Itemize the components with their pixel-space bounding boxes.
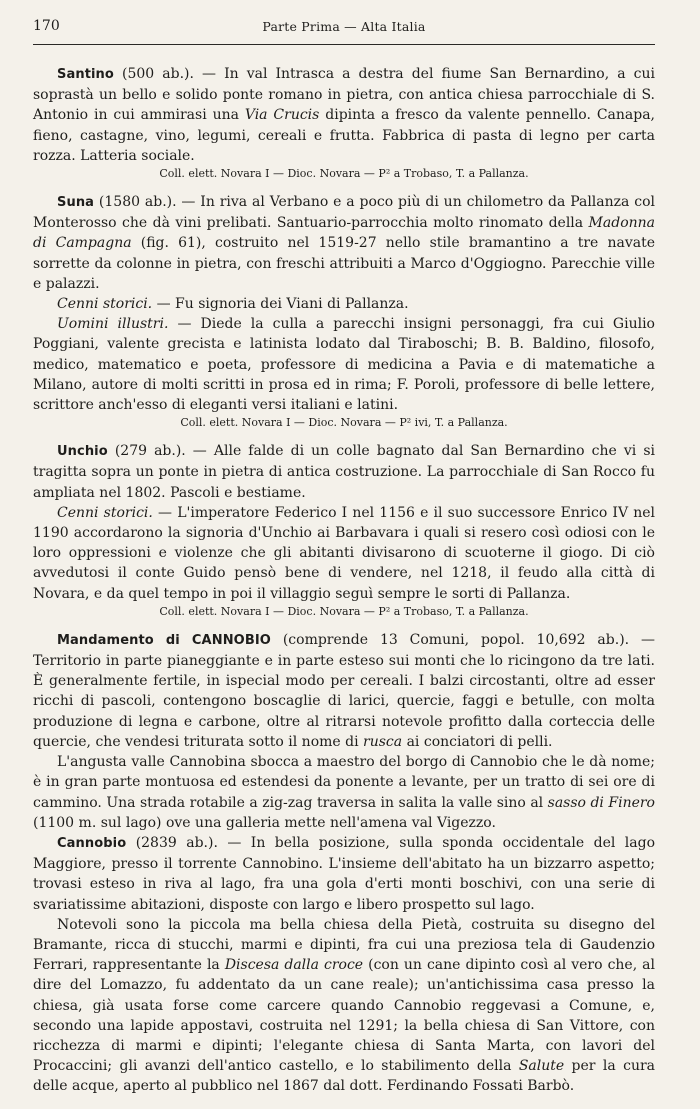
entry-heading: Santino	[57, 67, 114, 82]
entry-santino	[33, 64, 655, 182]
entry-paragraph: Suna (1580 ab.). — In riva al Verbano e a poco più di un chilometro da Pallanza col Monterosso che dà vini prelibati. Santuario-parrocchia molto rinomato della Madonna di Campagna (fig. 61), costruito nel 1519-27 nello stile bramantino a tre navate sorrette da colonne in pietra, con freschi attribuiti a Marco d'Oggiogno. Parecchie ville e palazzi.	[33, 194, 655, 292]
entry-notable-people: Uomini illustri. — Diede la culla a parecchi insigni personaggi, fra cui Giulio Poggiani, valente grecista e latinista lodato dal Tiraboschi; B. B. Baldino, filosofo, medico, matematico e poeta, professore di medicina a Pavia e di matematiche a Milano, autore di molti scritti in prosa ed in rima; F. Poroli, professore di belle lettere, scrittore anch'esso di eleganti versi italiani e latini.	[33, 316, 655, 414]
entry-metadata: Coll. elett. Novara I — Dioc. Novara — P² ivi, T. a Pallanza.	[180, 416, 508, 430]
entry-heading: Suna	[57, 195, 95, 211]
entry-history: Cenni storici. — Fu signoria dei Viani di Pallanza.	[57, 296, 409, 313]
section-paragraph: Notevoli sono la piccola ma bella chiesa della Pietà, costruita su disegno del Bramante, ricca di stucchi, marmi e dipinti, fra cui una preziosa tela di Gaudenzio Ferrari, rappresentante la Discesa dalla croce (con un cane dipinto così al vero che, al dire del Lomazzo, fu addentato da un cane reale); un'antichissima casa presso la chiesa, già usata forse come carcere quando Cannobio reggevasi a Comune, e, secondo una lapide appostavi, costruita nel 1291; la bella chiesa di San Vittore, con ricchezza di marmi e dipinti; l'elegante chiesa di Santa Marta, con lavori del Procaccini; gli avanzi dell'antico castello, e lo stabilimento della Salute per la cura delle acque, aperto al pubblico nel 1867 dal dott. Ferdinando Fossati Barbò.	[33, 916, 656, 1095]
entry-heading: Cannobio	[57, 835, 127, 851]
section-mandamento-cannobio	[33, 630, 655, 1097]
entry-cannobio: Cannobio (2839 ab.). — In bella posizione, sulla sponda occidentale del lago Maggiore, presso il torrente Cannobino. L'insieme dell'abitato ha un bizzarro aspetto; trovasi esteso in riva al lago, fra una gola d'erti monti boschivi, con una serie di svariatissime abitazioni, disposte con largo e libero prospetto sul lago.	[33, 834, 655, 913]
entry-suna	[33, 192, 655, 431]
entry-metadata: Coll. elett. Novara I — Dioc. Novara — P² a Trobaso, T. a Pallanza.	[159, 167, 529, 181]
entry-paragraph: Unchio (279 ab.). — Alle falde di un colle bagnato dal San Bernardino che vi si tragitta sopra un ponte in pietra di antica costruzione. La parrocchiale di San Rocco fu ampliata nel 1802. Pascoli e bestiame.	[33, 443, 655, 501]
entry-heading: Unchio	[57, 444, 108, 460]
entry-history: Cenni storici. — L'imperatore Federico I nel 1156 e il suo successore Enrico IV nel 1190 accordarono la signoria d'Unchio ai Barbavara i quali si resero così odiosi con le loro oppressioni e violenze che gli abitanti divisarono di scuoterne il giogo. Di ciò avvedutosi il conte Guido pensò bene di vendere, nel 1218, il feudo alla città di Novara, e da quel tempo in poi il villaggio seguì sempre le sorti di Pallanza.	[33, 504, 655, 602]
header-rule	[33, 44, 655, 45]
entry-paragraph: Santino (500 ab.). — In val Intrasca a destra del fiume San Bernardino, a cui soprastà un bello e solido ponte romano in pietra, con antica chiesa parrocchiale di S. Antonio in cui ammirasi una Via Crucis dipinta a fresco da valente pennello. Canapa, fieno, castagne, vino, legumi, cereali e frutta. Fabbrica di pasta di legno per carta rozza. Latteria sociale.	[33, 66, 656, 164]
running-title: Parte Prima — Alta Italia	[262, 19, 426, 34]
entry-metadata: Coll. elett. Novara I — Dioc. Novara — P² a Trobaso, T. a Pallanza.	[159, 604, 529, 618]
page-number: 170	[33, 18, 60, 34]
section-paragraph: Mandamento di CANNOBIO (comprende 13 Comuni, popol. 10,692 ab.). — Territorio in parte pianeggiante e in parte esteso sui monti che lo ricingono da tre lati. È generalmente fertile, in ispecial modo per cereali. I balzi circostanti, oltre ad esser ricchi di pascoli, contengono boscaglie di larici, quercie, faggi e betulle, con molta produzione di legna e carbone, oltre al ritrarsi notevole profitto dalla corteccia delle quercie, che vendesi triturata sotto il nome di rusca ai conciatori di pelli.	[33, 631, 656, 750]
entry-unchio	[33, 441, 655, 620]
page-header	[33, 16, 655, 42]
section-paragraph: L'angusta valle Cannobina sbocca a maestro del borgo di Cannobio che le dà nome; è in gran parte montuosa ed estendesi da ponente a levante, per un tratto di sei ore di cammino. Una strada rotabile a zig-zag traversa in salita la valle sino al sasso di Finero (1100 m. sul lago) ove una galleria mette nell'amena val Vigezzo.	[33, 754, 655, 831]
section-heading: Mandamento di CANNOBIO	[57, 632, 271, 648]
body-text	[33, 64, 655, 1097]
